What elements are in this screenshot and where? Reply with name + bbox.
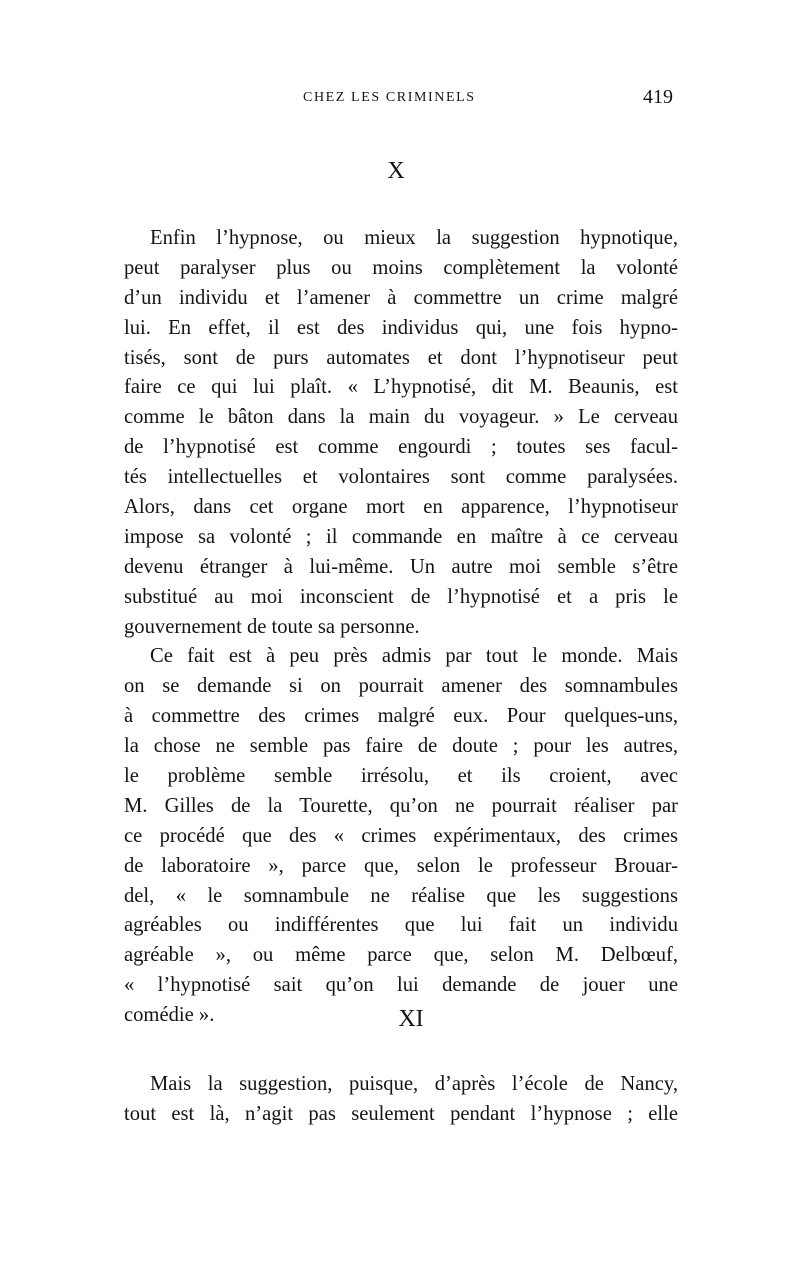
text-line: à commettre des crimes malgré eux. Pour quelques-uns, — [124, 705, 678, 728]
text-line: comme le bâton dans la main du voyageur. » Le cerveau — [124, 406, 678, 429]
text-line: del, « le somnambule ne réalise que les suggestions — [124, 884, 678, 907]
text-line: agréable », ou même parce que, selon M. Delbœuf, — [124, 944, 678, 967]
text-line: gouvernement de toute sa personne. — [124, 615, 420, 638]
text-line: devenu étranger à lui-même. Un autre moi semble s’être — [124, 555, 678, 578]
text-line: comédie ». — [124, 1004, 215, 1027]
section-xi-body — [124, 1070, 678, 1130]
text-line: Ce fait est à peu près admis par tout le monde. Mais — [150, 645, 678, 668]
text-line: lui. En effet, il est des individus qui, une fois hypno- — [124, 316, 678, 339]
text-line: peut paralyser plus ou moins complètement la volonté — [124, 256, 678, 279]
section-heading-xi: XI — [398, 1006, 424, 1032]
text-line: Alors, dans cet organe mort en apparence, l’hypnotiseur — [124, 496, 678, 519]
page-number: 419 — [643, 86, 673, 108]
text-line: le problème semble irrésolu, et ils croient, avec — [124, 765, 678, 788]
text-line: tisés, sont de purs automates et dont l’hypnotiseur peut — [124, 346, 678, 369]
text-line: agréables ou indifférentes que lui fait un individu — [124, 914, 678, 937]
text-line: la chose ne semble pas faire de doute ; pour les autres, — [124, 735, 678, 758]
text-line: Enfin l’hypnose, ou mieux la suggestion hypnotique, — [150, 227, 678, 249]
text-line: ce procédé que des « crimes expérimentaux, des crimes — [124, 824, 678, 847]
text-line: Mais la suggestion, puisque, d’après l’école de Nancy, — [150, 1073, 678, 1095]
text-line: d’un individu et l’amener à commettre un crime malgré — [124, 286, 678, 309]
section-x-body — [124, 224, 678, 1031]
text-line: impose sa volonté ; il commande en maître à ce cerveau — [124, 525, 678, 548]
text-line: tés intellectuelles et volontaires sont comme paralysées. — [124, 466, 678, 489]
text-line: « l’hypnotisé sait qu’on lui demande de jouer une — [124, 974, 678, 997]
text-line: faire ce qui lui plaît. « L’hypnotisé, dit M. Beaunis, est — [124, 376, 678, 399]
text-line: substitué au moi inconscient de l’hypnotisé et a pris le — [124, 585, 678, 608]
text-line: on se demande si on pourrait amener des somnambules — [124, 675, 678, 698]
section-heading-x: X — [387, 158, 405, 184]
text-line: M. Gilles de la Tourette, qu’on ne pourrait réaliser par — [124, 794, 678, 817]
running-title: CHEZ LES CRIMINELS — [303, 90, 476, 105]
text-line: de l’hypnotisé est comme engourdi ; toutes ses facul- — [124, 436, 678, 459]
text-line: tout est là, n’agit pas seulement pendant l’hypnose ; elle — [124, 1102, 678, 1125]
running-head — [0, 86, 800, 110]
text-line: de laboratoire », parce que, selon le professeur Brouar- — [124, 854, 678, 877]
